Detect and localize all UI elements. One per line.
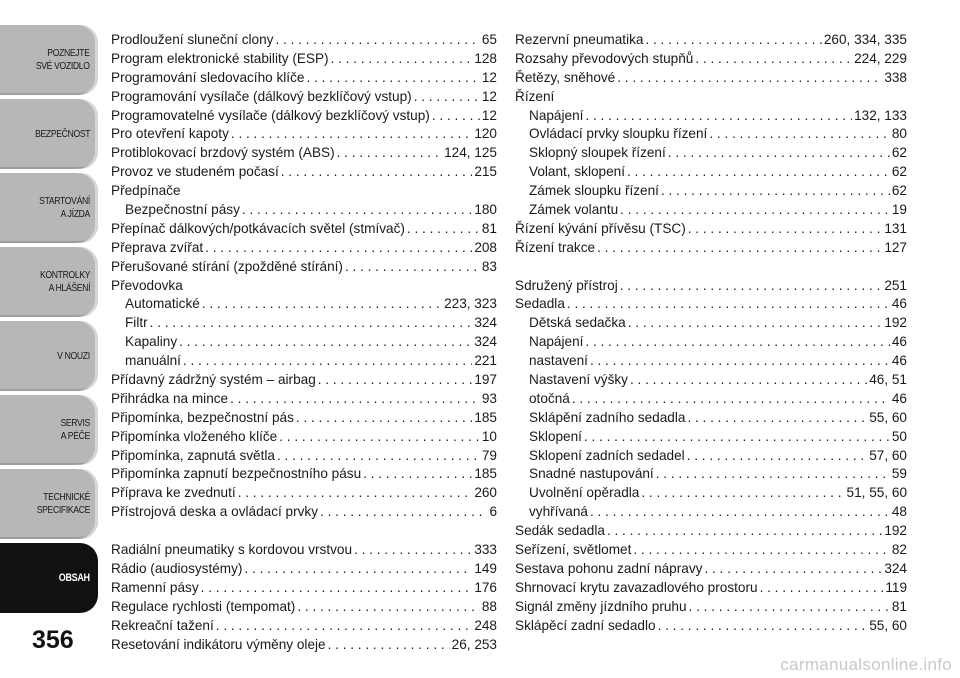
index-subentry xyxy=(515,144,907,163)
index-subentry xyxy=(515,371,907,390)
dot-leader xyxy=(277,447,480,466)
index-entry xyxy=(111,617,497,636)
entry-term: Volant, sklopení xyxy=(529,164,625,180)
section-spacer xyxy=(515,258,907,277)
entry-term: Řízení trakce xyxy=(515,239,596,255)
index-entry xyxy=(515,579,907,598)
dot-leader xyxy=(306,69,479,88)
index-entry xyxy=(515,31,907,50)
dot-leader xyxy=(318,371,473,390)
dot-leader xyxy=(695,50,852,69)
index-entry xyxy=(111,560,497,579)
dot-leader xyxy=(216,617,473,636)
dot-leader xyxy=(585,107,852,126)
entry-pages: 132, 133 xyxy=(854,107,907,123)
dot-leader xyxy=(238,484,473,503)
entry-pages: 83 xyxy=(481,258,497,274)
index-subentry xyxy=(515,465,907,484)
page-number: 356 xyxy=(32,626,74,654)
dot-leader xyxy=(658,617,868,636)
dot-leader xyxy=(202,295,442,314)
index-subentry xyxy=(515,182,907,201)
index-subentry xyxy=(111,314,497,333)
dot-leader xyxy=(590,352,890,371)
index-subentry xyxy=(515,390,907,409)
entry-term: Signál změny jízdního pruhu xyxy=(515,598,687,614)
dot-leader xyxy=(432,107,480,126)
entry-term: Shrnovací krytu zavazadlového prostoru xyxy=(515,579,758,595)
index-entry xyxy=(111,50,497,69)
index-subentry xyxy=(111,352,497,371)
index-entry xyxy=(515,560,907,579)
entry-pages: 215 xyxy=(474,164,497,180)
index-entry xyxy=(111,88,497,107)
entry-term: Provoz ve studeném počasí xyxy=(111,164,279,180)
index-entry xyxy=(111,598,497,617)
entry-pages: 6 xyxy=(489,504,497,520)
index-column-left xyxy=(111,31,497,654)
entry-pages: 149 xyxy=(474,560,497,576)
entry-term: Sestava pohonu zadní nápravy xyxy=(515,560,703,576)
tab-label: BEZPEČNOST xyxy=(34,127,90,140)
index-subentry xyxy=(111,201,497,220)
index-entry xyxy=(111,409,497,428)
entry-term: otočná xyxy=(529,390,570,406)
index-heading: Řízení xyxy=(515,88,555,104)
index-entry xyxy=(111,144,497,163)
dot-leader xyxy=(572,390,890,409)
index-subentry xyxy=(515,333,907,352)
entry-pages: 119 xyxy=(885,579,907,595)
entry-term: Řízení kývání přívěsu (TSC) xyxy=(515,220,686,236)
entry-pages: 80 xyxy=(891,126,907,142)
entry-pages: 127 xyxy=(884,239,907,255)
entry-term: Přerušované stírání (zpožděné stírání) xyxy=(111,258,343,274)
index-entry xyxy=(111,371,497,390)
dot-leader xyxy=(687,447,868,466)
entry-pages: 65 xyxy=(481,32,497,47)
entry-term: Připomínka, bezpečnostní pás xyxy=(111,409,294,425)
entry-pages: 48 xyxy=(891,504,907,520)
entry-pages: 131 xyxy=(884,220,907,236)
entry-pages: 26, 253 xyxy=(451,636,497,652)
dot-leader xyxy=(628,314,883,333)
dot-leader xyxy=(407,220,480,239)
entry-pages: 224, 229 xyxy=(854,50,907,66)
entry-pages: 248 xyxy=(474,617,497,633)
index-heading: Převodovka xyxy=(111,277,183,293)
dot-leader xyxy=(641,484,844,503)
entry-pages: 46 xyxy=(891,334,907,350)
dot-leader xyxy=(620,277,883,296)
dot-leader xyxy=(709,125,890,144)
index-entry xyxy=(515,541,907,560)
entry-term: Sklápění zadního sedadla xyxy=(529,409,686,425)
entry-term: Přepínač dálkových/potkávacích světel (stmívač) xyxy=(111,220,405,236)
entry-term: Napájení xyxy=(529,107,584,123)
entry-pages: 50 xyxy=(891,428,907,444)
entry-pages: 124, 125 xyxy=(444,145,497,161)
entry-pages: 128 xyxy=(474,50,497,66)
entry-term: Rezervní pneumatika xyxy=(515,32,644,47)
entry-pages: 12 xyxy=(481,69,497,85)
index-entry xyxy=(111,541,497,560)
dot-leader xyxy=(704,560,882,579)
index-entry xyxy=(111,636,497,655)
entry-term: Rádio (audiosystémy) xyxy=(111,560,243,576)
entry-pages: 55, 60 xyxy=(869,617,907,633)
entry-pages: 19 xyxy=(891,202,907,218)
entry-pages: 81 xyxy=(481,220,497,236)
tab-v-nouzi[interactable] xyxy=(0,321,98,391)
entry-pages: 79 xyxy=(481,447,497,463)
entry-pages: 180 xyxy=(474,202,497,218)
index-entry xyxy=(111,258,497,277)
entry-term: Sklopení xyxy=(529,428,582,444)
dot-leader xyxy=(328,636,450,655)
dot-leader xyxy=(633,541,890,560)
dot-leader xyxy=(689,598,890,617)
entry-pages: 260 xyxy=(474,485,497,501)
index-heading: Předpínače xyxy=(111,183,181,199)
entry-pages: 46, 51 xyxy=(869,372,907,388)
entry-pages: 55, 60 xyxy=(869,409,907,425)
tab-label: OBSAH xyxy=(59,571,90,584)
entry-term: Příprava ke zvednutí xyxy=(111,485,236,501)
entry-term: Prodloužení sluneční clony xyxy=(111,32,274,47)
dot-leader xyxy=(414,88,480,107)
index-entry xyxy=(515,295,907,314)
entry-pages: 260, 334, 335 xyxy=(823,32,907,47)
entry-pages: 176 xyxy=(474,579,497,595)
entry-pages: 81 xyxy=(891,598,907,614)
entry-term: Ramenní pásy xyxy=(111,579,199,595)
tab-label: V NOUZI xyxy=(57,349,90,362)
entry-term: Připomínka, zapnutá světla xyxy=(111,447,275,463)
entry-pages: 208 xyxy=(474,239,497,255)
index-entry xyxy=(111,31,497,50)
entry-term: Kapaliny xyxy=(125,334,178,350)
entry-pages: 338 xyxy=(884,69,907,85)
dot-leader xyxy=(345,258,480,277)
dot-leader xyxy=(231,125,472,144)
entry-pages: 185 xyxy=(474,466,497,482)
entry-term: Ovládací prvky sloupku řízení xyxy=(529,126,708,142)
entry-pages: 88 xyxy=(481,598,497,614)
index-entry xyxy=(515,277,907,296)
dot-leader xyxy=(363,465,472,484)
dot-leader xyxy=(150,314,473,333)
dot-leader xyxy=(630,371,867,390)
entry-term: vyhřívaná xyxy=(529,504,588,520)
entry-pages: 59 xyxy=(891,466,907,482)
dot-leader xyxy=(661,182,890,201)
entry-term: Nastavení výšky xyxy=(529,372,628,388)
entry-pages: 120 xyxy=(474,126,497,142)
index-entry xyxy=(111,239,497,258)
index-entry xyxy=(515,598,907,617)
entry-term: Rekreační tažení xyxy=(111,617,214,633)
entry-term: Přístrojová deska a ovládací prvky xyxy=(111,504,319,520)
index-subentry xyxy=(515,107,907,126)
dot-leader xyxy=(620,201,890,220)
tab-kontrolky-a-hlaseni[interactable] xyxy=(0,247,98,317)
entry-term: Seřízení, světlomet xyxy=(515,542,632,558)
dot-leader xyxy=(242,201,472,220)
entry-term: Sklopení zadních sedadel xyxy=(529,447,685,463)
section-spacer xyxy=(111,522,497,541)
entry-term: Rozsahy převodových stupňů xyxy=(515,50,694,66)
entry-pages: 324 xyxy=(474,334,497,350)
entry-term: Přídavný zádržný systém – airbag xyxy=(111,372,316,388)
index-entry xyxy=(111,484,497,503)
entry-term: Program elektronické stability (ESP) xyxy=(111,50,329,66)
entry-term: manuální xyxy=(125,353,181,369)
dot-leader xyxy=(584,428,890,447)
dot-leader xyxy=(230,390,480,409)
entry-pages: 324 xyxy=(474,315,497,331)
dot-leader xyxy=(337,144,442,163)
dot-leader xyxy=(687,409,867,428)
watermark: carmanualsonline.info xyxy=(780,655,952,674)
entry-term: Radiální pneumatiky s kordovou vrstvou xyxy=(111,542,353,558)
dot-leader xyxy=(656,465,890,484)
dot-leader xyxy=(617,69,882,88)
dot-leader xyxy=(354,541,472,560)
entry-term: Programování vysílače (dálkový bezklíčový vstup) xyxy=(111,88,412,104)
index-subentry xyxy=(515,201,907,220)
index-entry xyxy=(111,107,497,126)
entry-pages: 192 xyxy=(884,315,907,331)
entry-pages: 12 xyxy=(481,107,497,123)
entry-term: Přihrádka na mince xyxy=(111,390,229,406)
dot-leader xyxy=(760,579,884,598)
tab-label: TECHNICKÉ SPECIFIKACE xyxy=(36,491,90,516)
entry-term: Připomínka vloženého klíče xyxy=(111,428,278,444)
entry-pages: 93 xyxy=(481,390,497,406)
index-entry xyxy=(515,617,907,636)
index-subentry xyxy=(111,295,497,314)
entry-pages: 46 xyxy=(891,353,907,369)
index-entry xyxy=(111,428,497,447)
entry-term: Protiblokovací brzdový systém (ABS) xyxy=(111,145,335,161)
dot-leader xyxy=(279,428,480,447)
index-entry xyxy=(111,125,497,144)
entry-pages: 12 xyxy=(481,88,497,104)
index-entry xyxy=(111,579,497,598)
tab-label: KONTROLKY A HLÁŠENÍ xyxy=(39,269,90,294)
dot-leader xyxy=(597,239,882,258)
index-column-right xyxy=(515,31,907,636)
entry-pages: 333 xyxy=(474,542,497,558)
tab-technicke-specifikace[interactable] xyxy=(0,469,98,539)
dot-leader xyxy=(645,31,821,50)
index-entry xyxy=(111,465,497,484)
tab-bezpecnost[interactable] xyxy=(0,99,98,169)
entry-term: Dětská sedačka xyxy=(529,315,626,331)
index-subentry xyxy=(515,428,907,447)
entry-term: Řetězy, sněhové xyxy=(515,69,616,85)
dot-leader xyxy=(668,144,890,163)
entry-term: Sdružený přístroj xyxy=(515,277,618,293)
tab-label: STARTOVÁNÍ A JÍZDA xyxy=(39,195,90,220)
index-entry xyxy=(515,239,907,258)
index-entry xyxy=(111,447,497,466)
entry-pages: 62 xyxy=(891,164,907,180)
entry-pages: 46 xyxy=(891,390,907,406)
dot-leader xyxy=(297,598,480,617)
index-subentry xyxy=(515,447,907,466)
dot-leader xyxy=(275,31,479,50)
dot-leader xyxy=(331,50,473,69)
dot-leader xyxy=(607,522,882,541)
entry-pages: 57, 60 xyxy=(869,447,907,463)
index-subentry xyxy=(515,314,907,333)
entry-term: Uvolnění opěradla xyxy=(529,485,640,501)
index-entry xyxy=(515,69,907,88)
index-entry xyxy=(515,522,907,541)
entry-term: Sklopný sloupek řízení xyxy=(529,145,666,161)
dot-leader xyxy=(320,503,487,522)
entry-pages: 221 xyxy=(474,353,497,369)
entry-term: Sklápěcí zadní sedadlo xyxy=(515,617,656,633)
entry-term: Filtr xyxy=(125,315,148,331)
entry-term: Programovatelné vysílače (dálkový bezklíčový vstup) xyxy=(111,107,430,123)
index-entry xyxy=(111,163,497,182)
index-subentry xyxy=(515,484,907,503)
entry-pages: 185 xyxy=(474,409,497,425)
entry-pages: 51, 55, 60 xyxy=(846,485,907,501)
dot-leader xyxy=(281,163,473,182)
index-subentry xyxy=(515,409,907,428)
entry-pages: 324 xyxy=(884,560,907,576)
tab-obsah[interactable] xyxy=(0,543,98,613)
entry-pages: 197 xyxy=(474,372,497,388)
index-entry xyxy=(515,220,907,239)
entry-term: Regulace rychlosti (tempomat) xyxy=(111,598,296,614)
entry-term: Bezpečnostní pásy xyxy=(125,202,240,218)
entry-term: Sedadla xyxy=(515,296,565,312)
entry-term: Zámek volantu xyxy=(529,202,619,218)
dot-leader xyxy=(627,163,890,182)
tab-label: POZNEJTE SVÉ VOZIDLO xyxy=(36,47,90,72)
index-entry xyxy=(111,390,497,409)
entry-term: Přeprava zvířat xyxy=(111,239,204,255)
tab-servis-a-pece[interactable] xyxy=(0,395,98,465)
index-entry xyxy=(111,503,497,522)
entry-term: Připomínka zapnutí bezpečnostního pásu xyxy=(111,466,362,482)
dot-leader xyxy=(296,409,472,428)
entry-pages: 62 xyxy=(891,183,907,199)
entry-term: Programování sledovacího klíče xyxy=(111,69,305,85)
entry-term: Resetování indikátoru výměny oleje xyxy=(111,636,326,652)
entry-pages: 46 xyxy=(891,296,907,312)
index-entry xyxy=(515,50,907,69)
entry-term: Sedák sedadla xyxy=(515,523,605,539)
dot-leader xyxy=(590,503,890,522)
dot-leader xyxy=(688,220,883,239)
dot-leader xyxy=(183,352,472,371)
entry-pages: 192 xyxy=(884,523,907,539)
dot-leader xyxy=(244,560,472,579)
entry-pages: 82 xyxy=(891,542,907,558)
tab-label: SERVIS A PÉČE xyxy=(60,417,90,442)
entry-pages: 251 xyxy=(884,277,907,293)
entry-pages: 62 xyxy=(891,145,907,161)
dot-leader xyxy=(205,239,472,258)
index-entry xyxy=(111,69,497,88)
entry-term: Zámek sloupku řízení xyxy=(529,183,659,199)
index-subentry xyxy=(515,352,907,371)
dot-leader xyxy=(179,333,472,352)
index-subentry xyxy=(515,163,907,182)
dot-leader xyxy=(567,295,890,314)
index-entry xyxy=(111,220,497,239)
entry-term: Automatické xyxy=(125,296,200,312)
entry-term: nastavení xyxy=(529,353,588,369)
dot-leader xyxy=(201,579,473,598)
tab-poznejte-sve-vozidlo[interactable] xyxy=(0,25,98,95)
index-subentry xyxy=(111,333,497,352)
index-subentry xyxy=(515,125,907,144)
entry-term: Pro otevření kapoty xyxy=(111,126,229,142)
dot-leader xyxy=(585,333,889,352)
index-subentry xyxy=(515,503,907,522)
entry-pages: 10 xyxy=(481,428,497,444)
entry-term: Snadné nastupování xyxy=(529,466,654,482)
entry-pages: 223, 323 xyxy=(444,296,497,312)
tab-startovani-a-jizda[interactable] xyxy=(0,173,98,243)
entry-term: Napájení xyxy=(529,334,584,350)
